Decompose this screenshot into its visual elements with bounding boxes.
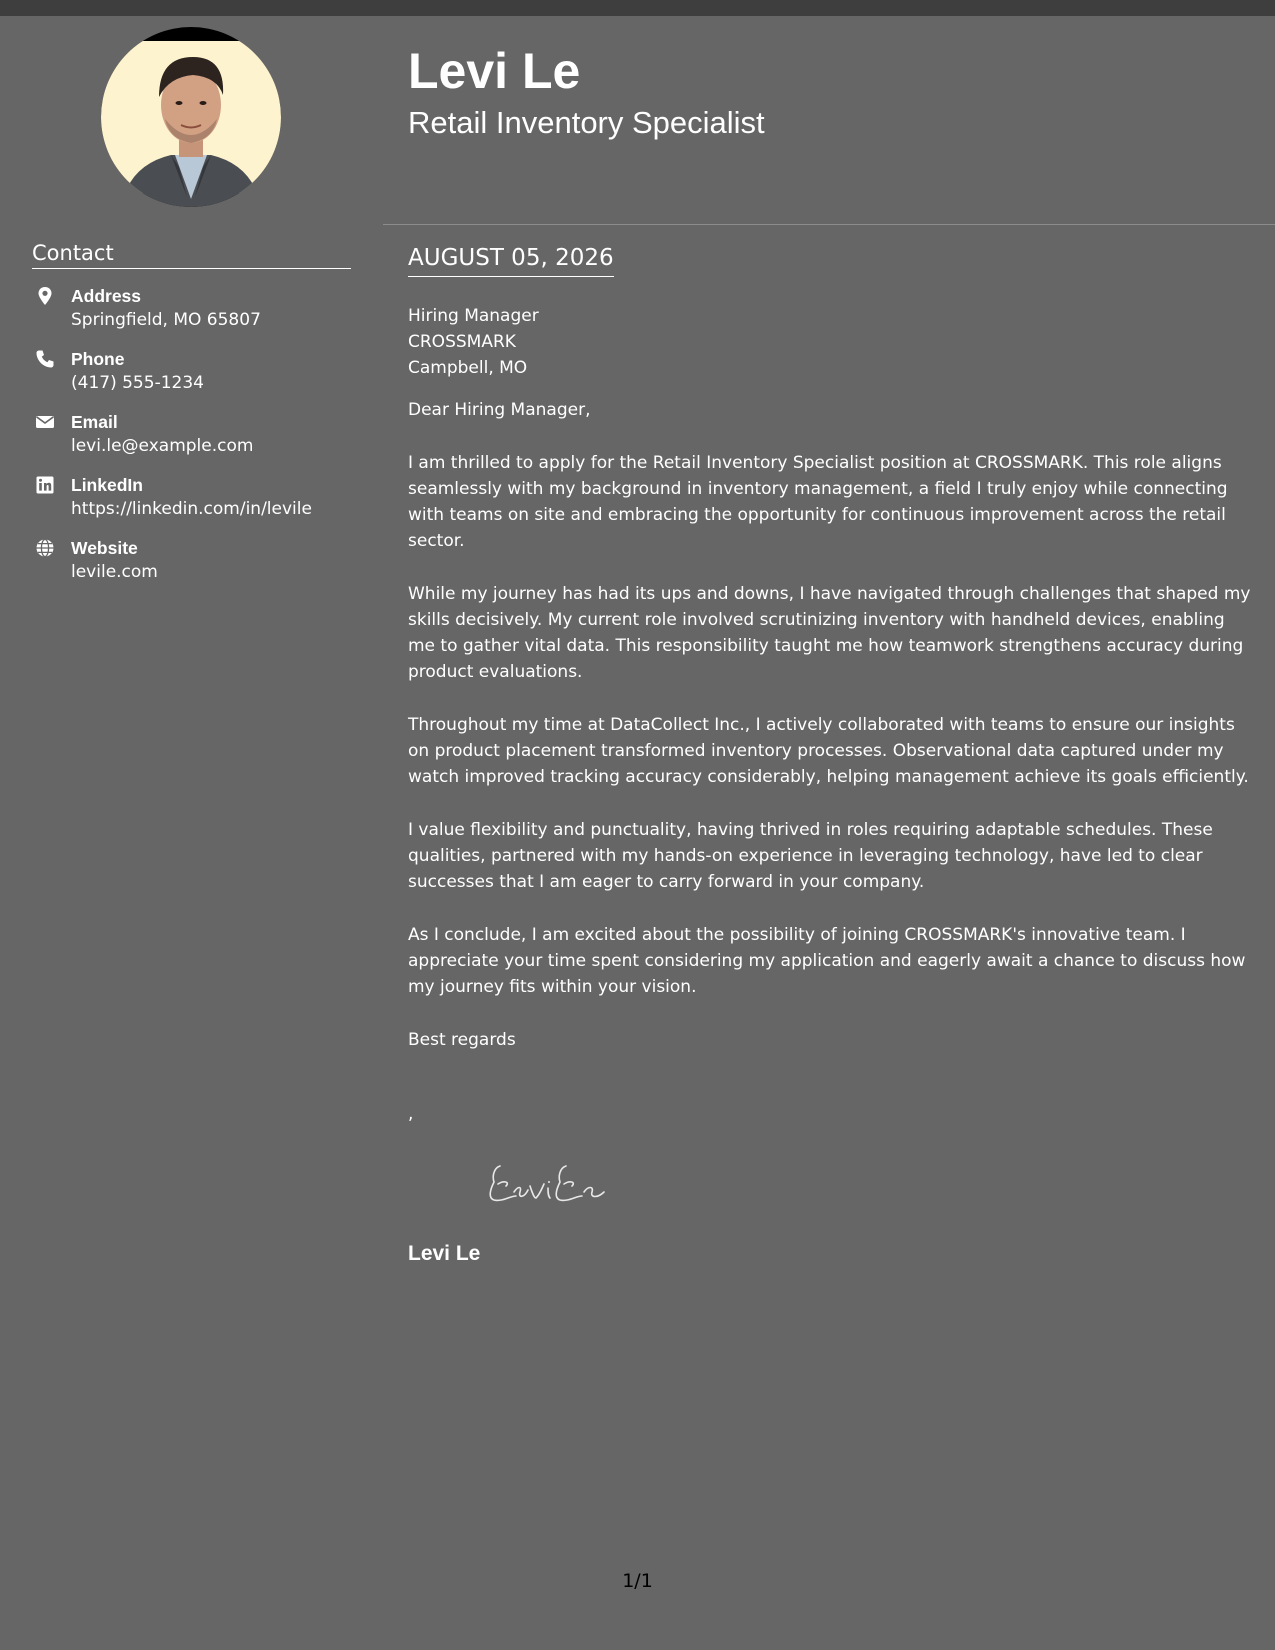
contact-item-website [32, 538, 362, 601]
sidebar [0, 16, 383, 1650]
person-portrait-icon [101, 27, 281, 207]
signer-name: Levi Le [408, 1242, 481, 1265]
envelope-icon [35, 412, 55, 432]
page-number: 1/1 [622, 1570, 653, 1592]
closing: Best regards [408, 1030, 516, 1050]
letter-body [408, 303, 1253, 1053]
closing-comma: , [408, 1104, 414, 1124]
email-value: levi.le@example.com [71, 436, 254, 456]
linkedin-link[interactable]: https://linkedin.com/in/levile [71, 499, 312, 519]
recipient-line: Campbell, MO [408, 358, 528, 378]
contact-item-address [32, 286, 362, 349]
phone-value: (417) 555-1234 [71, 373, 204, 393]
address-label: Address [71, 286, 142, 306]
website-link[interactable]: levile.com [71, 562, 158, 582]
contact-item-linkedin [32, 475, 362, 538]
letter-date: AUGUST 05, 2026 [408, 245, 614, 277]
website-label: Website [71, 538, 138, 558]
letter-paragraph: While my journey has had its ups and downs, I have navigated through challenges that shaped my skills decisively. My current role involved scrutinizing inventory with handheld devices, enabling me to gather vital data. This responsibility taught me how teamwork strengthens accuracy during product evaluations. [408, 584, 1251, 682]
letter-paragraph: I am thrilled to apply for the Retail Inventory Specialist position at CROSSMARK. This role aligns seamlessly with my background in inventory management, a field I truly enjoy while connecting with teams on site and embracing the opportunity for continuous improvement across the retail sector. [408, 453, 1228, 551]
salutation: Dear Hiring Manager, [408, 400, 591, 420]
contact-heading: Contact [32, 241, 351, 269]
contact-list [32, 286, 362, 601]
header-divider [383, 224, 1275, 225]
profile-photo [101, 27, 281, 207]
recipient-line: CROSSMARK [408, 332, 516, 352]
recipient-block [408, 303, 1253, 381]
letter-paragraph: I value flexibility and punctuality, having thrived in roles requiring adaptable schedules. These qualities, partnered with my hands-on experience in leveraging technology, have led to clear successes that I am eager to carry forward in your company. [408, 820, 1213, 892]
contact-item-phone [32, 349, 362, 412]
contact-item-email [32, 412, 362, 475]
letter-paragraph: As I conclude, I am excited about the possibility of joining CROSSMARK's innovative team. I appreciate your time spent considering my application and eagerly await a chance to discuss how my journey fits within your vision. [408, 925, 1246, 997]
recipient-line: Hiring Manager [408, 306, 539, 326]
globe-icon [35, 538, 55, 558]
map-pin-icon [35, 286, 55, 306]
email-label: Email [71, 412, 118, 432]
linkedin-icon [35, 475, 55, 495]
top-bar [0, 0, 1275, 16]
job-title: Retail Inventory Specialist [408, 105, 765, 140]
letter-main [383, 16, 1275, 1650]
signature-image [480, 1156, 620, 1208]
address-value: Springfield, MO 65807 [71, 310, 261, 330]
applicant-name: Levi Le [408, 43, 581, 99]
phone-label: Phone [71, 349, 125, 369]
phone-icon [35, 349, 55, 369]
linkedin-label: LinkedIn [71, 475, 143, 495]
letter-paragraph: Throughout my time at DataCollect Inc., I actively collaborated with teams to ensure our insights on product placement transformed inventory processes. Observational data captured under my watch improved tracking accuracy considerably, helping management achieve its goals efficiently. [408, 715, 1249, 787]
